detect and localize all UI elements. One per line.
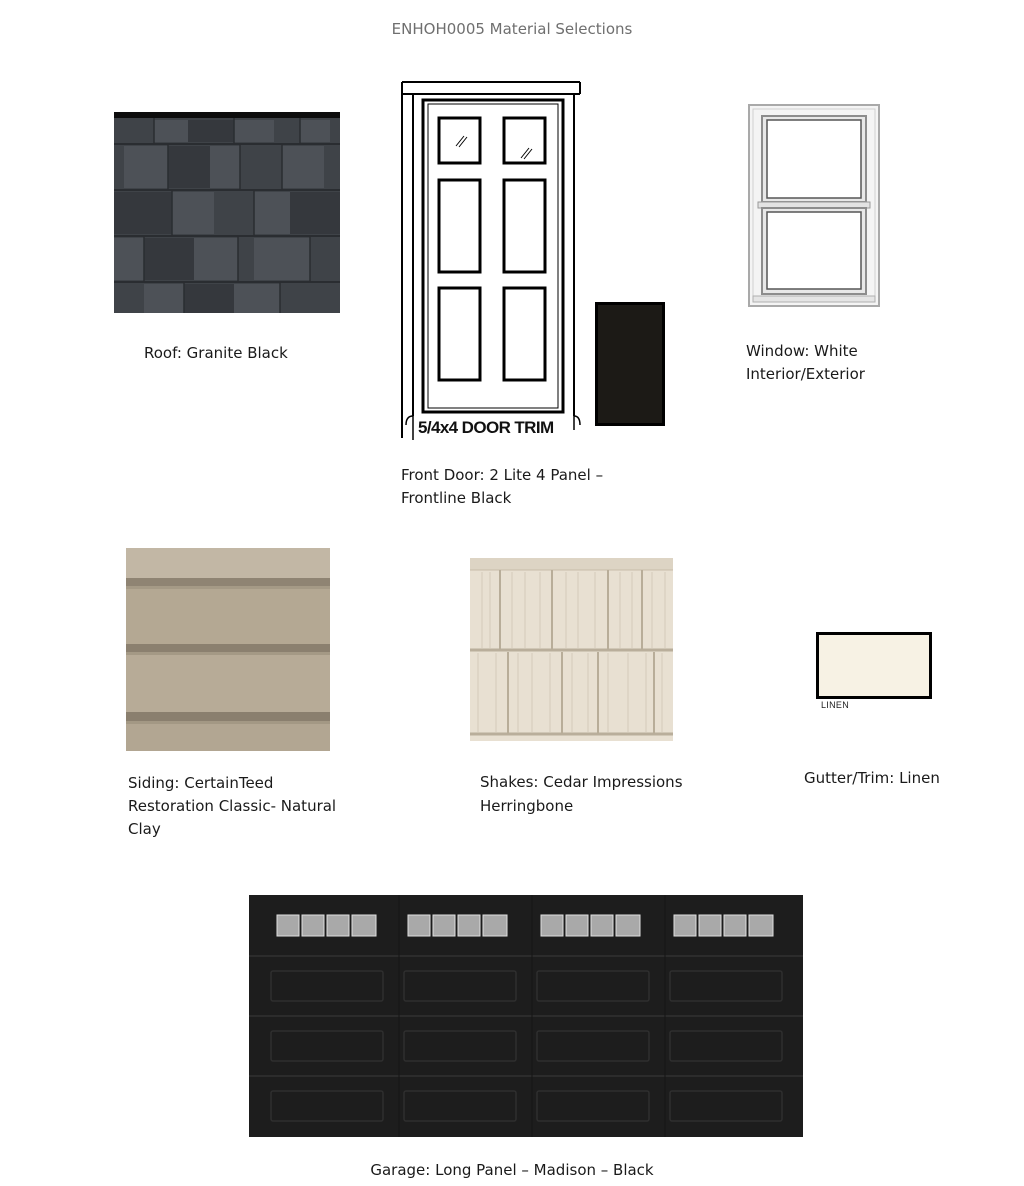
door-color-chip (595, 302, 665, 426)
siding-swatch (126, 548, 330, 751)
siding-lap-texture (126, 548, 330, 751)
front-door-drawing (398, 80, 588, 442)
door-line-art (398, 80, 588, 442)
page-title: ENHOH0005 Material Selections (391, 20, 633, 38)
shakes-caption-line2: Herringbone (480, 797, 574, 815)
roof-shingle-texture (114, 112, 340, 313)
front-door-caption-line1: Front Door: 2 Lite 4 Panel – (401, 466, 604, 484)
linen-color-chip (816, 632, 932, 699)
garage-door (249, 895, 803, 1137)
door-trim-label: 5/4x4 DOOR TRIM (418, 418, 554, 437)
garage-caption: Garage: Long Panel – Madison – Black (370, 1161, 654, 1179)
window-caption-line1: Window: White (746, 342, 858, 360)
siding-caption-line2: Restoration Classic- Natural (128, 797, 337, 815)
shakes-caption-line1: Shakes: Cedar Impressions (480, 773, 683, 791)
linen-chip-label: LINEN (821, 700, 850, 710)
siding-caption-line1: Siding: CertainTeed (128, 774, 274, 792)
roof-swatch (114, 112, 340, 313)
gutter-trim-caption: Gutter/Trim: Linen (804, 769, 940, 787)
front-door-caption-line2: Frontline Black (401, 489, 512, 507)
roof-caption: Roof: Granite Black (144, 344, 288, 362)
siding-caption-line3: Clay (128, 820, 161, 838)
shakes-swatch (470, 558, 673, 741)
window-caption-line2: Interior/Exterior (746, 365, 865, 383)
garage-door-art (249, 895, 803, 1137)
window-graphic (748, 104, 880, 307)
window-frame-art (748, 104, 880, 307)
shakes-texture (470, 558, 673, 741)
